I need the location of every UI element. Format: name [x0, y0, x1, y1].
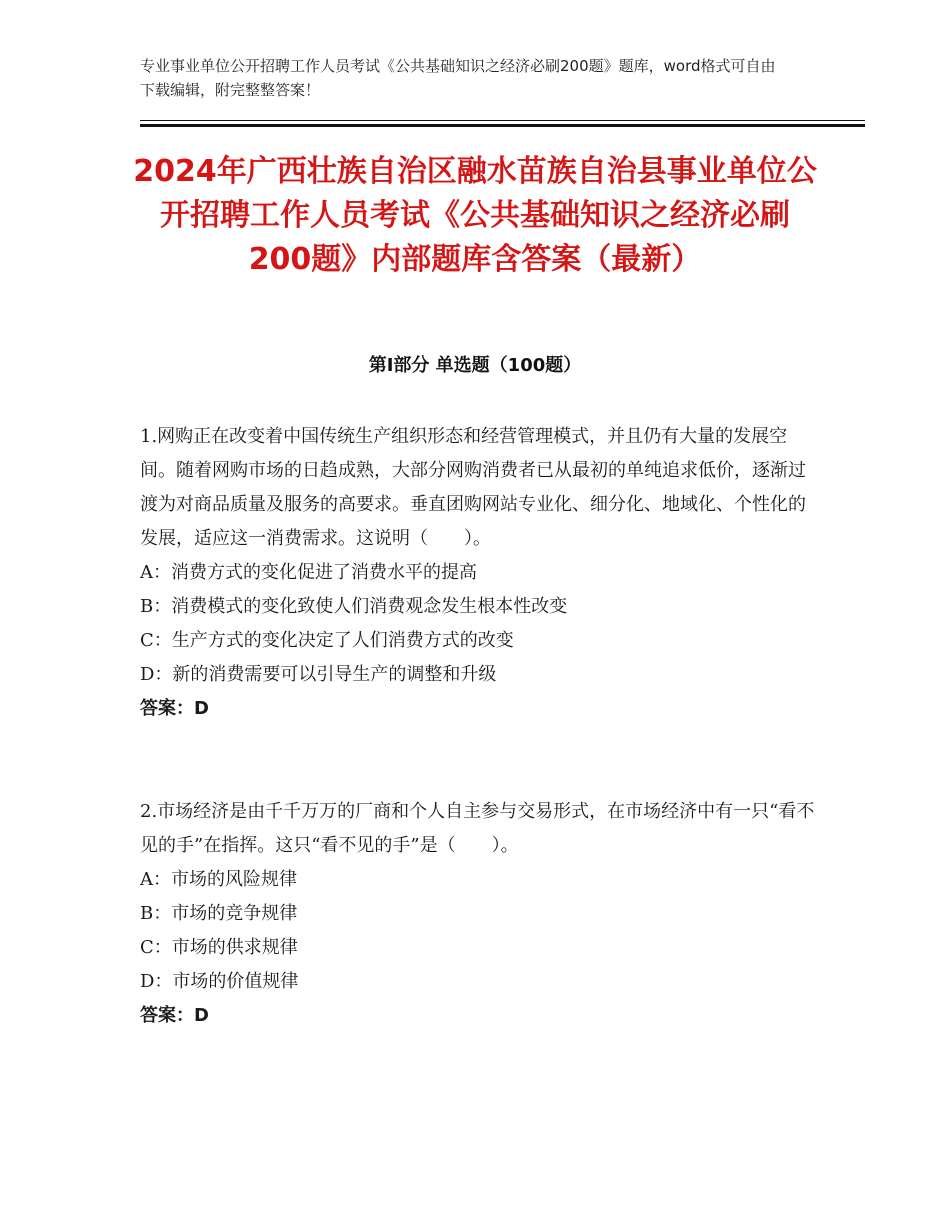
question-1: [140, 420, 820, 726]
question-stem: 2.市场经济是由千千万万的厂商和个人自主参与交易形式，在市场经济中有一只“看不见的手”在指挥。这只“看不见的手”是（ ）。: [140, 801, 815, 856]
option-b: B：市场的竞争规律: [140, 903, 298, 924]
header-rule-thin: [140, 120, 865, 121]
option-c: C：市场的供求规律: [140, 937, 298, 958]
question-stem: 1.网购正在改变着中国传统生产组织形态和经营管理模式，并且仍有大量的发展空间。随着网购市场的日趋成熟，大部分网购消费者已从最初的单纯追求低价，逐渐过渡为对商品质量及服务的高要求。垂直团购网站专业化、细分化、地域化、个性化的发展，适应这一消费需求。这说明（ ）。: [140, 426, 806, 549]
document-title: 2024年广西壮族自治区融水苗族自治县事业单位公开招聘工作人员考试《公共基础知识之经济必刷200题》内部题库含答案（最新）: [133, 154, 817, 277]
option-d: D：市场的价值规律: [140, 971, 299, 992]
option-a: A：市场的风险规律: [140, 869, 297, 890]
header-rule-thick: [140, 124, 865, 127]
answer: 答案：D: [140, 698, 209, 719]
section-heading: 第Ⅰ部分 单选题（100题）: [368, 355, 582, 376]
option-b: B：消费模式的变化致使人们消费观念发生根本性改变: [140, 596, 568, 617]
option-a: A：消费方式的变化促进了消费水平的提高: [140, 562, 477, 583]
option-d: D：新的消费需要可以引导生产的调整和升级: [140, 664, 497, 685]
question-2: [140, 795, 820, 1033]
answer: 答案：D: [140, 1005, 209, 1026]
header-note: 专业事业单位公开招聘工作人员考试《公共基础知识之经济必刷200题》题库，word格式可自由下载编辑，附完整整答案！: [140, 57, 776, 99]
option-c: C：生产方式的变化决定了人们消费方式的改变: [140, 630, 514, 651]
